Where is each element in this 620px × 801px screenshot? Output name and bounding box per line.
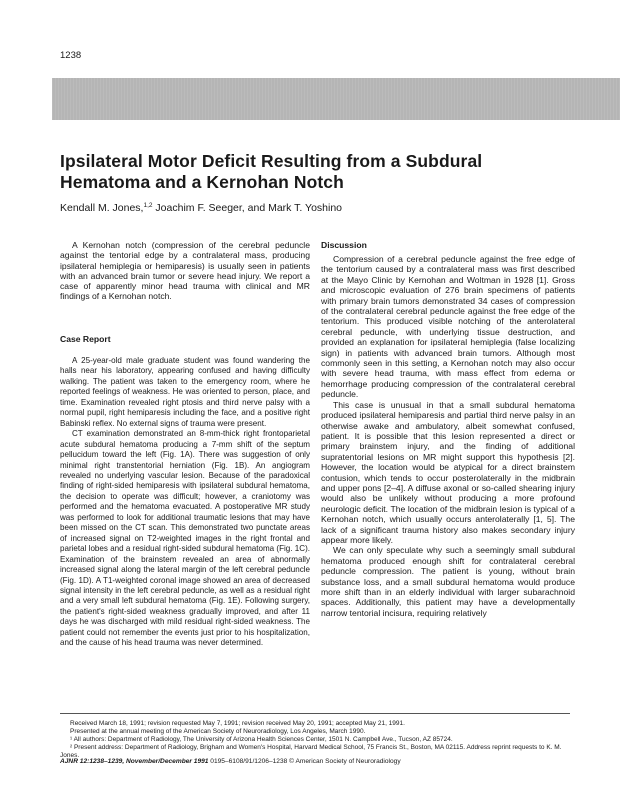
author-affiliation-marks: 1,2 bbox=[143, 202, 153, 209]
case-report-paragraph: CT examination demonstrated an 8-mm-thick right frontoparietal acute subdural hematoma producing a 7-mm shift of the septum pellucidum toward the left (Fig. 1A). There was suggestion of only minimal right transtentorial herniation (Fig. 1B). An angiogram revealed no underlying vascular lesion. Because of the paradoxical finding of right-sided hemiparesis with ipsilateral subdural hematoma, the decision to operate was difficult; however, a craniotomy was performed and the hematoma evacuated. A postoperative MR study was performed to look for additional traumatic lesions that may have been missed on the CT scan. This demonstrated two punctate areas of increased signal on T2-weighted images in the right frontal and parietal lobes and a residual right-sided subdural hematoma (Fig. 1C). Examination of the brainstem revealed an area of abnormally increased signal along the lateral margin of the left cerebral peduncle (Fig. 1D). A T1-weighted coronal image showed an area of decreased signal intensity in the left cerebral peduncle, as well as a residual right and a very small left subdural hematoma (Fig. 1E). Following surgery, the patient's right-sided weakness gradually improved, and after 11 days he was discharged with mild residual right-sided weakness. The patient could not remember the events just prior to his hospitalization, and the cause of his head trauma was never determined. bbox=[60, 429, 310, 648]
author-list bbox=[60, 202, 342, 214]
journal-citation bbox=[60, 758, 401, 765]
discussion-paragraph: Compression of a cerebral peduncle against the free edge of the tentorium caused by a contralateral mass was first described at the Mayo Clinic by Kernohan and Woltman in 1928 [1]. Gross and microscopic evaluation of 276 brain specimens of patients with primary brain tumors demonstrated 34 cases of compression of the contralateral cerebral peduncle against the free edge of the tentorium. This produced visible notching of the anterolateral cerebral peduncle, with underlying tissue destruction, and provided an explanation for ipsilateral hemiplegia (false localizing sign) in patients with advanced brain tumors. Although most commonly seen in this setting, a Kernohan notch may also occur with severe head trauma, with mass effect from edema or hemorrhage producing compression of the contralateral cerebral peduncle. bbox=[321, 254, 575, 400]
footnote-present-address: ² Present address: Department of Radiology, Brigham and Women's Hospital, Harvard Medical School, 75 Francis St., Boston, MA 02115. Address reprint requests to K. M. Jones. bbox=[60, 744, 562, 760]
case-report-heading: Case Report bbox=[60, 334, 111, 344]
case-report-paragraph: A 25-year-old male graduate student was found wandering the halls near his laboratory, appearing confused and having difficulty walking. The patient was taken to the emergency room, where he reported feelings of weakness. He was oriented to person, place, and time. Examination revealed right ptosis and third nerve palsy with a normal pupil, right hemiparesis including the face, and a positive right Babinski reflex. No external signs of trauma were present. bbox=[60, 356, 310, 428]
discussion-paragraph: This case is unusual in that a small subdural hematoma produced ipsilateral hemiparesis and partial third nerve palsy in an otherwise awake and ambulatory, albeit somewhat confused, patient. It is possible that this lesion represented a direct or primary brainstem injury, and the finding of additional supratentorial lesions on MR might support this hypothesis [2]. However, the location would be atypical for a direct brainstem contusion, which tends to occur posterolaterally in the midbrain and upper pons [2–4]. A diffuse axonal or so-called shearing injury would also be unlikely without producing a more profound neurologic deficit. The location of the midbrain lesion is typical of a Kernohan notch, which usually occurs anterolaterally [1, 5]. The lack of a significant trauma history also makes secondary injury appear more likely. bbox=[321, 399, 575, 545]
authors-rest: Joachim F. Seeger, and Mark T. Yoshino bbox=[152, 202, 343, 214]
case-report-body bbox=[60, 356, 310, 649]
abstract bbox=[60, 240, 310, 302]
page-number: 1238 bbox=[60, 50, 82, 61]
header-banner bbox=[52, 78, 620, 120]
article-title: Ipsilateral Motor Deficit Resulting from a Subdural Hematoma and a Kernohan Notch bbox=[60, 151, 483, 192]
discussion-body bbox=[321, 254, 575, 618]
authors-first: Kendall M. Jones, bbox=[60, 202, 144, 214]
footnote-affiliation: ¹ All authors: Department of Radiology, The University of Arizona Health Sciences Center, 1501 N. Campbell Ave., Tucson, AZ 85724. bbox=[70, 736, 453, 744]
footnote-presented: Presented at the annual meeting of the American Society of Neuroradiology, Los Angeles, March 1990. bbox=[70, 728, 366, 736]
footnote-received: Received March 18, 1991; revision requested May 7, 1991; revision received May 20, 1991; accepted May 21, 1991. bbox=[70, 720, 405, 727]
discussion-heading: Discussion bbox=[321, 240, 367, 250]
discussion-paragraph: We can only speculate why such a seemingly small subdural hematoma produced enough shift for contralateral cerebral peduncle compression. The patient is young, without brain substance loss, and a small subdural hematoma would produce more shift than in an elderly individual with larger subarachnoid spaces. Additionally, this patient may have a developmentally narrow tentorial incisura, requiring relatively bbox=[321, 545, 575, 618]
footnotes bbox=[60, 713, 570, 760]
abstract-text: A Kernohan notch (compression of the cerebral peduncle against the tentorial edge by a contralateral mass, producing ipsilateral hemiplegia or hemiparesis) is usually seen in patients with an advanced brain tumor or severe head injury. We report a case of apparently minor head trauma with clinical and MR findings of a Kernohan notch. bbox=[60, 240, 310, 302]
citation-issn: 0195–6108/91/1206–1238 © American Society of Neuroradiology bbox=[208, 758, 401, 765]
journal-reference: AJNR 12:1238–1239, November/December 1991 bbox=[60, 758, 209, 765]
